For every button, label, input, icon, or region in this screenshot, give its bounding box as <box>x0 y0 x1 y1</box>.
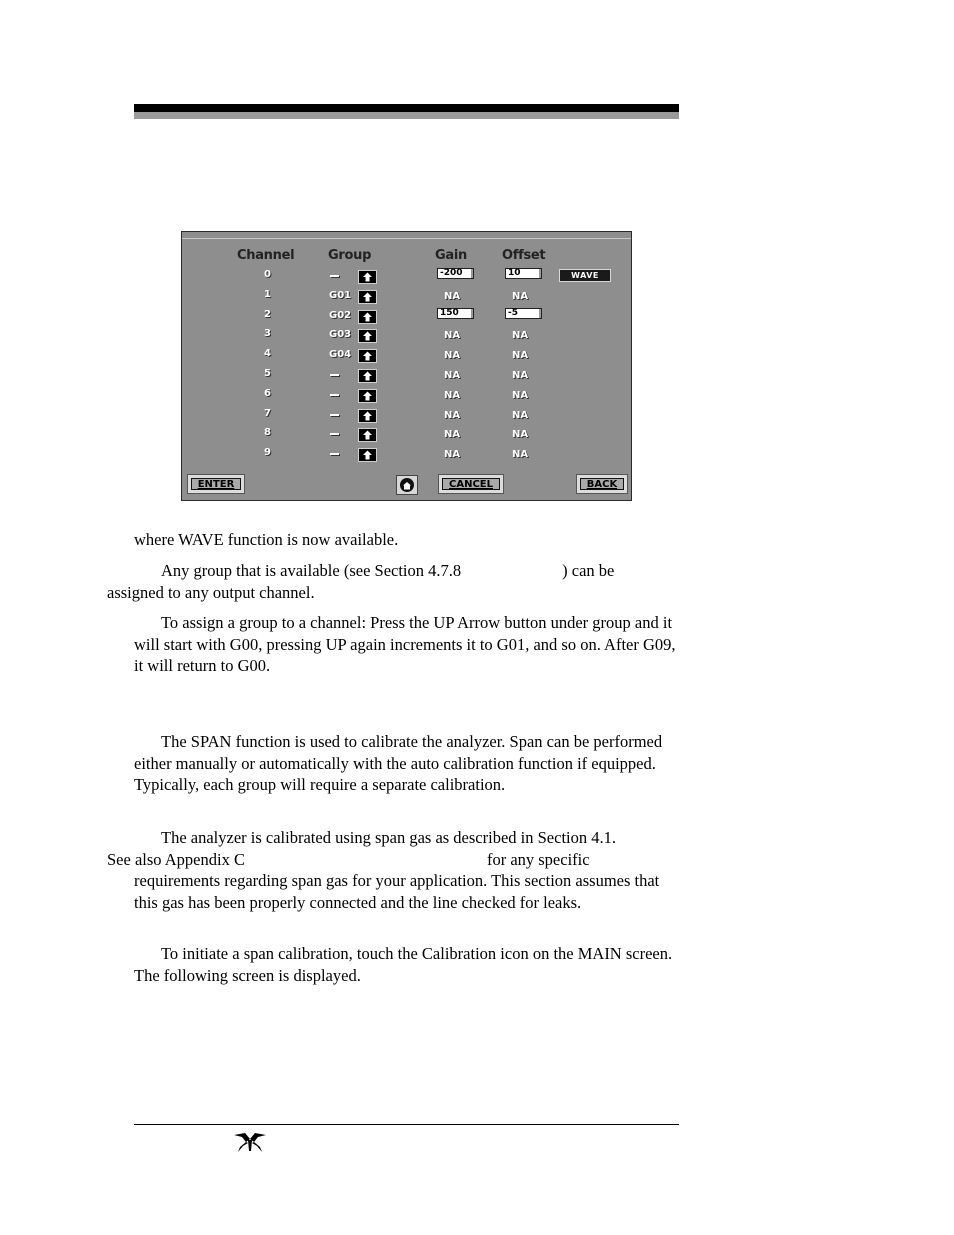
group-value: G02 <box>329 310 352 321</box>
gain-value: NA <box>444 330 461 341</box>
paragraph-span-gas <box>107 827 679 913</box>
channel-number: 8 <box>264 427 271 438</box>
group-up-button[interactable] <box>358 409 377 423</box>
offset-input[interactable]: 10 <box>505 268 542 279</box>
group-unassigned-dash <box>330 374 339 376</box>
p2-part-c: assigned to any output channel. <box>107 582 315 602</box>
header-gain: Gain <box>435 248 467 263</box>
p2-part-a: Any group that is available (see Section 4.7.8 <box>161 561 462 580</box>
channel-number: 7 <box>264 408 271 419</box>
home-button[interactable] <box>396 475 418 495</box>
channel-number: 3 <box>264 328 271 339</box>
p5-part-c: for any specific <box>486 849 590 869</box>
gain-value: NA <box>444 370 461 381</box>
paragraph-wave: where WAVE function is now available. <box>134 530 399 549</box>
p5-part-b: See also Appendix C <box>107 849 245 869</box>
teledyne-logo-icon <box>232 1131 268 1153</box>
paragraph-group-available <box>107 560 679 603</box>
group-up-button[interactable] <box>358 310 377 324</box>
gain-value: NA <box>444 390 461 401</box>
offset-value: NA <box>512 429 529 440</box>
gain-value: NA <box>444 291 461 302</box>
group-unassigned-dash <box>330 394 339 396</box>
channel-number: 6 <box>264 388 271 399</box>
offset-value: NA <box>512 410 529 421</box>
channel-number: 9 <box>264 447 271 458</box>
p5-part-d: requirements regarding span gas for your application. This section assumes that this gas has been properly connected and the line checked for leaks. <box>134 871 660 912</box>
enter-button[interactable] <box>187 474 245 494</box>
group-up-button[interactable] <box>358 349 377 363</box>
gain-value: NA <box>444 410 461 421</box>
p5-part-a: The analyzer is calibrated using span gas as described in Section 4.1. <box>161 828 616 847</box>
group-unassigned-dash <box>330 275 339 277</box>
group-up-button[interactable] <box>358 448 377 462</box>
p2-part-b: ) can be <box>562 561 615 580</box>
wave-button[interactable]: WAVE <box>559 269 611 282</box>
paragraph-assign-group: To assign a group to a channel: Press the UP Arrow button under group and it will start with G00, pressing UP again increments it to G01, and so on. After G09, it will return to G00. <box>134 613 676 675</box>
gain-input[interactable]: -200 <box>437 268 474 279</box>
paragraph-initiate-span: To initiate a span calibration, touch the Calibration icon on the MAIN screen. The following screen is displayed. <box>134 944 673 985</box>
channel-number: 0 <box>264 269 271 280</box>
header-offset: Offset <box>502 248 546 263</box>
offset-value: NA <box>512 390 529 401</box>
header-rule-black <box>134 104 679 112</box>
up-arrow-icon <box>359 449 376 461</box>
header-rule-grey <box>134 112 679 119</box>
gain-value: NA <box>444 429 461 440</box>
up-arrow-icon <box>359 390 376 402</box>
cancel-button[interactable] <box>438 474 504 494</box>
up-arrow-icon <box>359 291 376 303</box>
offset-value: NA <box>512 370 529 381</box>
cancel-button-label: CANCEL <box>442 478 500 490</box>
offset-input[interactable]: -5 <box>505 308 542 319</box>
header-channel: Channel <box>237 248 295 263</box>
channel-number: 5 <box>264 368 271 379</box>
channel-gain-offset-screen <box>181 231 632 501</box>
group-up-button[interactable] <box>358 428 377 442</box>
group-up-button[interactable] <box>358 369 377 383</box>
up-arrow-icon <box>359 429 376 441</box>
group-value: G04 <box>329 349 352 360</box>
group-up-button[interactable] <box>358 329 377 343</box>
screen-top-line <box>182 238 631 239</box>
group-unassigned-dash <box>330 453 339 455</box>
offset-value: NA <box>512 291 529 302</box>
up-arrow-icon <box>359 330 376 342</box>
home-icon <box>400 478 414 492</box>
paragraph-span-function: The SPAN function is used to calibrate the analyzer. Span can be performed either manually or automatically with the auto calibration function if equipped. Typically, each group will require a separate calibration. <box>134 732 663 794</box>
channel-number: 2 <box>264 309 271 320</box>
offset-value: NA <box>512 330 529 341</box>
up-arrow-icon <box>359 370 376 382</box>
channel-number: 1 <box>264 289 271 300</box>
enter-button-label: ENTER <box>191 478 241 490</box>
group-up-button[interactable] <box>358 270 377 284</box>
group-up-button[interactable] <box>358 290 377 304</box>
header-group: Group <box>328 248 372 263</box>
footer-rule <box>134 1124 679 1125</box>
group-unassigned-dash <box>330 414 339 416</box>
up-arrow-icon <box>359 350 376 362</box>
back-button[interactable] <box>576 474 628 494</box>
gain-value: NA <box>444 350 461 361</box>
gain-value: NA <box>444 449 461 460</box>
offset-value: NA <box>512 350 529 361</box>
offset-value: NA <box>512 449 529 460</box>
channel-number: 4 <box>264 348 271 359</box>
up-arrow-icon <box>359 311 376 323</box>
group-value: G01 <box>329 290 352 301</box>
back-button-label: BACK <box>580 478 624 490</box>
group-unassigned-dash <box>330 433 339 435</box>
group-up-button[interactable] <box>358 389 377 403</box>
group-value: G03 <box>329 329 352 340</box>
gain-input[interactable]: 150 <box>437 308 474 319</box>
up-arrow-icon <box>359 410 376 422</box>
up-arrow-icon <box>359 271 376 283</box>
